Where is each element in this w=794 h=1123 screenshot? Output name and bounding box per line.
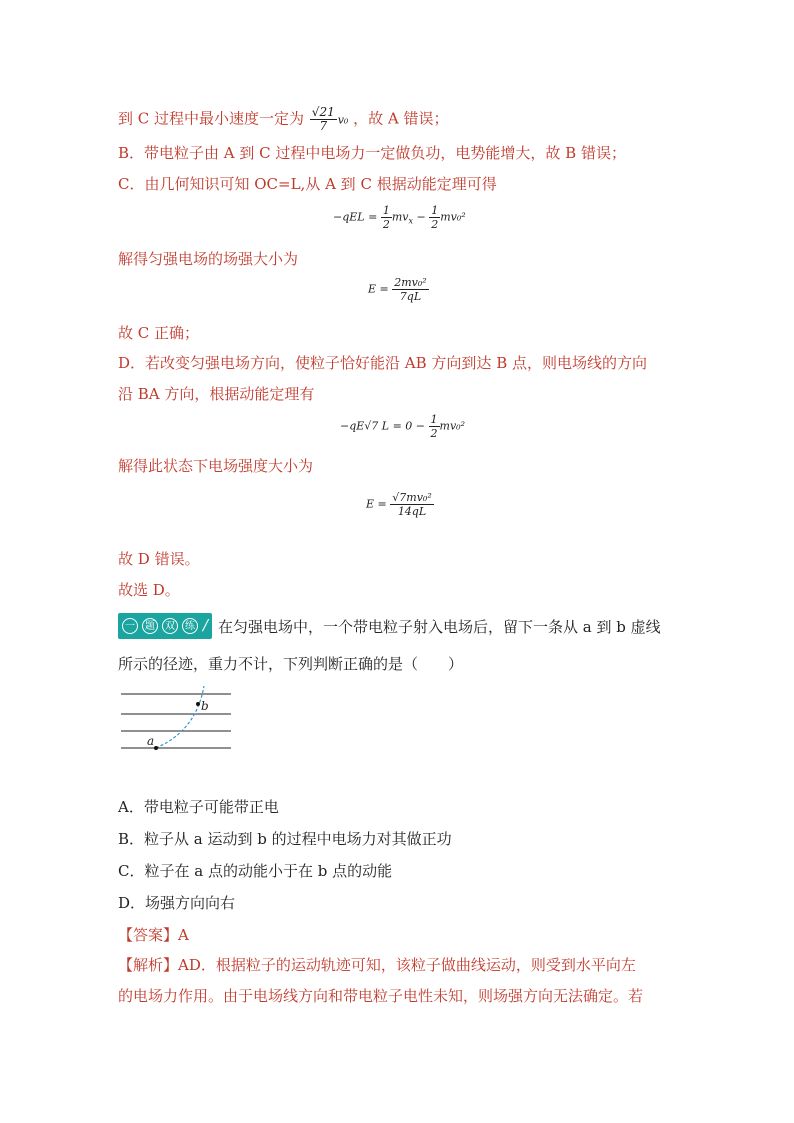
analysis-line-2: 的电场力作用。由于电场线方向和带电粒子电性未知，则场强方向无法确定。若 <box>118 987 644 1005</box>
fraction-numerator: 2mv₀² <box>394 276 427 289</box>
label-a: a <box>147 734 155 748</box>
trajectory-curve <box>156 686 204 748</box>
text-line-3: C．由几何知识可知 OC=L,从 A 到 C 根据动能定理可得 <box>118 175 497 193</box>
option-a: A．带电粒子可能带正电 <box>118 798 279 816</box>
point-a <box>154 746 158 750</box>
equation-term: mv <box>391 210 409 224</box>
fraction-denominator: 7 <box>319 119 328 133</box>
option-c: C．粒子在 a 点的动能小于在 b 点的动能 <box>118 862 393 880</box>
label-b: b <box>201 699 209 713</box>
equation-term: E = <box>366 497 387 511</box>
text-segment: ，故 A 错误； <box>353 109 449 128</box>
fraction-denominator: 7qL <box>399 290 422 303</box>
text-line-6: D．若改变匀强电场方向，使粒子恰好能沿 AB 方向到达 B 点，则电场线的方向 <box>118 354 647 372</box>
text-line-5: 故 C 正确； <box>118 324 200 342</box>
equation-3 <box>340 413 465 440</box>
velocity-symbol: v₀ <box>337 113 349 127</box>
fraction-denominator: 14qL <box>397 505 427 518</box>
fraction-half <box>381 204 392 231</box>
text-line-2: B．带电粒子由 A 到 C 过程中电场力一定做负功，电势能增大，故 B 错误； <box>118 144 626 162</box>
badge-slash-icon: / <box>202 616 208 634</box>
equation-term: mv₀² <box>439 419 465 433</box>
fraction-e <box>392 276 428 303</box>
fraction-e <box>390 491 433 518</box>
fraction-sqrt21-over-7 <box>310 106 337 133</box>
equation-2 <box>368 276 429 303</box>
analysis-line-1 <box>118 955 636 975</box>
fraction-numerator: 1 <box>431 204 439 217</box>
text-line-7: 沿 BA 方向，根据动能定理有 <box>118 385 315 403</box>
answer-line: 【答案】A <box>118 926 189 944</box>
fraction-denominator: 2 <box>382 218 390 231</box>
analysis-tag: 【解析】 <box>118 956 179 974</box>
equation-term: − <box>416 210 426 224</box>
fraction-numerator: 1 <box>382 204 390 217</box>
fraction-denominator: 2 <box>430 427 438 440</box>
badge-char: 一 <box>122 618 138 634</box>
option-b: B．粒子从 a 运动到 b 的过程中电场力对其做正功 <box>118 830 452 848</box>
equation-subscript: x <box>408 216 413 226</box>
question-line-2: 所示的径迹，重力不计，下列判断正确的是（ ） <box>118 655 464 673</box>
point-b <box>196 702 200 706</box>
badge-char: 题 <box>142 618 158 634</box>
text-line-9: 故 D 错误。 <box>118 550 200 568</box>
equation-term: −qE√7 L = 0 − <box>340 419 426 433</box>
text-line-8: 解得此状态下电场强度大小为 <box>118 457 314 475</box>
equation-term: mv₀² <box>440 210 466 224</box>
fraction-numerator: √21 <box>311 105 335 119</box>
fraction-half <box>429 413 440 440</box>
fraction-half <box>429 204 440 231</box>
field-trajectory-figure <box>118 686 238 756</box>
text-line-1 <box>118 106 449 133</box>
practice-badge <box>118 613 212 639</box>
text-segment: 到 C 过程中最小速度一定为 <box>118 109 305 128</box>
badge-char: 双 <box>162 618 178 634</box>
equation-4 <box>366 491 434 518</box>
equation-1 <box>333 204 466 231</box>
badge-char: 练 <box>182 618 198 634</box>
text-line-10: 故选 D。 <box>118 581 180 599</box>
fraction-numerator: 1 <box>430 413 438 426</box>
equation-term: E = <box>368 282 389 296</box>
text-line-4: 解得匀强电场的场强大小为 <box>118 250 299 268</box>
question-line-1: 在匀强电场中，一个带电粒子射入电场后，留下一条从 a 到 b 虚线 <box>218 618 661 636</box>
analysis-text: AD．根据粒子的运动轨迹可知，该粒子做曲线运动，则受到水平向左 <box>178 956 636 974</box>
fraction-numerator: √7mv₀² <box>392 491 432 504</box>
equation-term: −qEL = <box>333 210 378 224</box>
option-d: D．场强方向向右 <box>118 894 236 912</box>
fraction-denominator: 2 <box>431 218 439 231</box>
